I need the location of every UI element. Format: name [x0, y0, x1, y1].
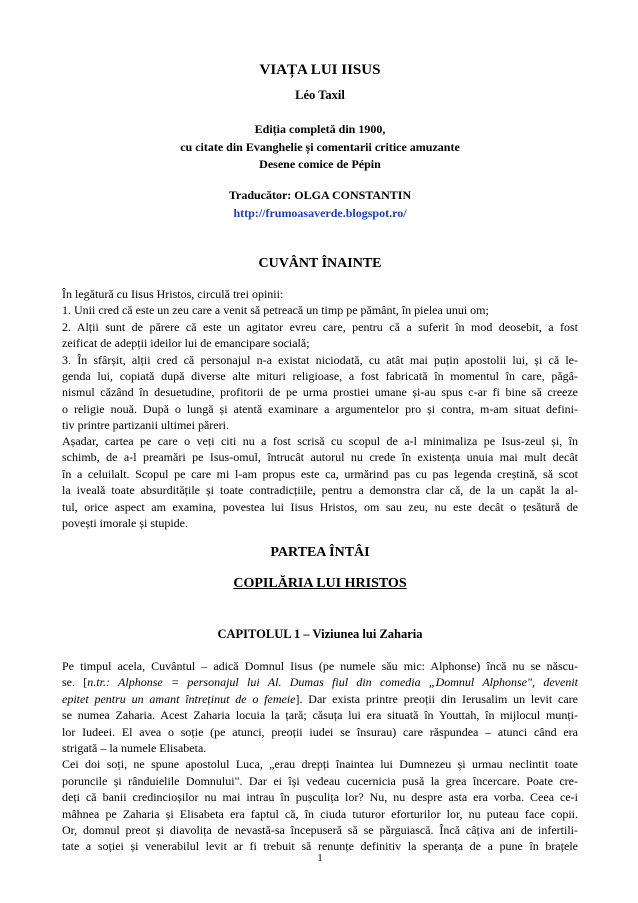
text-line: lor Iudeei. El avea o soție (pe atunci, preoții iudei se însurau) care răspundea – atunci când era [62, 724, 578, 739]
text-line [62, 674, 578, 690]
text-line: schimb, de a-l preamări pe Isus-omul, întrucât autorul nu crede în existența unuia mai mult decât [62, 450, 578, 465]
text-line: mâhnea pe Zaharia și Elisabeta era faptul că, în ciuda tuturor eforturilor lor, nu puteau face copii. [62, 806, 578, 821]
foreword-paragraph-2 [62, 433, 578, 531]
text-line: Or, domnul preot și diavolița de nevastă-sa începuseră să se părguiască. Încă câțiva ani de infertili- [62, 823, 578, 838]
text-line: genda lui, copiată după diverse alte mituri religioase, a fost fabricată în momentul în care, păgâ- [62, 369, 578, 384]
text-line: tate a soției și venerabilul levit ar fi trebuit să renunțe definitiv la speranța de a pune în brațele [62, 839, 578, 854]
bracket-open: se. [ [62, 675, 88, 690]
text-line: Pe timpul acela, Cuvântul – adică Domnul Iisus (pe numele său mic: Alphonse) încă nu se născu- [62, 659, 578, 673]
foreword-paragraph-1 [62, 286, 578, 434]
text-line: nismul căzând în desuetudine, profitorii de pe urma prostiei umane și-au spus c-ar fi bine să creeze [62, 385, 578, 400]
text-line: la iveală toate absurditățile și toate contradicțiile, pentru a demonstra clar că, de la un capăt la al- [62, 483, 578, 498]
drawings-credit: Desene comice de Pépin [259, 157, 381, 171]
note-continuation: ]. Dar exista printre preoții din Ierusalim un levit care [295, 691, 578, 706]
translator-note: n.tr.: Alphonse = personajul lui Al. Dumas fiul din comedia „Domnul Alphonse", devenit [87, 675, 578, 690]
text-line: o religie nouă. După o lungă și atentă examinare a argumentelor pro și contra, m-am situat defini- [62, 401, 578, 416]
part-heading: PARTEA ÎNTÂI [270, 545, 370, 560]
text-line: deți că banii credincioșilor nu mai intrau în pușculița lor? Nu, nu despre asta era vorba. Ceea ce-i [62, 790, 578, 805]
text-line: 1. Unii cred că este un zeu care a venit să petreacă un timp pe pământ, în pielea unui om; [62, 303, 489, 318]
text-line: zeificat de adepții ideilor lui de emancipare socială; [62, 336, 310, 351]
chapter-heading: CAPITOLUL 1 – Viziunea lui Zaharia [217, 627, 423, 641]
text-line: se numea Zaharia. Acest Zaharia locuia la țară; căsuța lui era situată în Youttah, în mijlocul munți- [62, 708, 578, 723]
text-line: În legătură cu Iisus Hristos, circulă trei opinii: [62, 287, 284, 301]
text-line: 2. Alții sunt de părere că este un agitator evreu care, pentru că a suferit în mod deosebit, a fost [62, 319, 578, 334]
edition-line-1: Ediția completă din 1900, [254, 122, 386, 136]
author-name: Léo Taxil [295, 88, 345, 102]
translator-note: epitet pentru un amant întreținut de o femeie [62, 691, 296, 706]
text-line: tul, orice aspect am examina, povestea lui Iisus Hristos, om sau zeu, nu este decât o țesătură de [62, 499, 578, 514]
blog-link[interactable]: http://frumoasaverde.blogspot.ro/ [233, 206, 407, 220]
translator-credit: Traducător: OLGA CONSTANTIN [228, 188, 412, 202]
page-number: 1 [317, 852, 323, 864]
text-line: strigată – la numele Elisabeta. [62, 741, 207, 756]
document-title: VIAȚA LUI IISUS [259, 62, 381, 78]
text-line: în a celuilalt. Scopul pe care mi l-am propus este ca, urmărind pas cu pas legenda creștină, să scot [62, 466, 578, 481]
chapter-body [62, 658, 578, 855]
edition-line-2: cu citate din Evanghelie și comentarii critice amuzante [180, 140, 460, 154]
text-line: povești imorale și stupide. [62, 516, 188, 531]
text-line: Cei doi soți, ne spune apostolul Luca, „erau drepți înaintea lui Dumnezeu și urmau neclintit toate [62, 757, 578, 772]
text-line: tiv printre partizanii ultimei păreri. [62, 418, 229, 433]
text-line: poruncile și rânduielile Domnului". Dar ei își vedeau cucernicia pusă la grea încercare. Poate cre- [62, 773, 578, 788]
text-line: Așadar, cartea pe care o veți citi nu a fost scrisă cu scopul de a-l minimaliza pe Isus-zeul și, în [62, 434, 578, 448]
part-subheading: COPILĂRIA LUI HRISTOS [233, 576, 407, 591]
foreword-heading: CUVÂNT ÎNAINTE [258, 256, 382, 271]
text-line [62, 691, 578, 707]
text-line: 3. În sfârșit, alții cred că personajul n-a existat niciodată, cu atât mai puțin apostolii lui, și că le- [62, 352, 578, 367]
